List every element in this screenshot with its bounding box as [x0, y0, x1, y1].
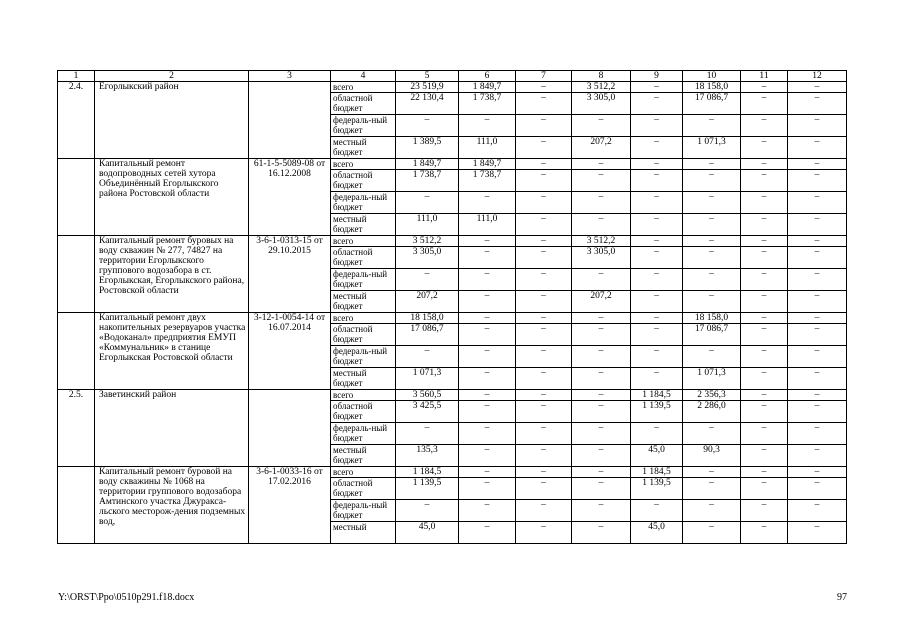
- year-value-cell: –: [572, 368, 631, 390]
- funding-source-cell: федераль-ный бюджет: [331, 269, 396, 291]
- total-value-cell: –: [396, 115, 459, 137]
- year-value-cell: –: [516, 368, 572, 390]
- year-value-cell: –: [631, 247, 683, 269]
- funding-source-cell: областной бюджет: [331, 478, 396, 500]
- year-value-cell: –: [741, 82, 788, 93]
- year-value-cell: –: [788, 500, 847, 522]
- project-name-cell: Капитальный ремонт водопроводных сетей хутора Объединённый Егорлыкского района Ростовской области: [95, 159, 249, 236]
- header-row: [58, 71, 847, 82]
- year-value-cell: –: [788, 401, 847, 423]
- total-value-cell: –: [396, 500, 459, 522]
- project-name-cell: Капитальный ремонт буровой на воду скважины № 1068 на территории группового водозабора Амтинского участка Джураксальского месторож-дения подземных вод,: [95, 467, 249, 544]
- year-value-cell: –: [459, 269, 516, 291]
- year-value-cell: –: [741, 159, 788, 170]
- year-value-cell: –: [741, 247, 788, 269]
- year-value-cell: –: [788, 313, 847, 324]
- year-value-cell: –: [516, 192, 572, 214]
- year-value-cell: 18 158,0: [683, 313, 741, 324]
- year-value-cell: –: [459, 368, 516, 390]
- total-value-cell: 3 425,5: [396, 401, 459, 423]
- funding-source-cell: областной бюджет: [331, 401, 396, 423]
- funding-source-cell: федераль-ный бюджет: [331, 346, 396, 368]
- year-value-cell: 1 738,7: [459, 170, 516, 192]
- year-value-cell: –: [459, 236, 516, 247]
- year-value-cell: –: [459, 346, 516, 368]
- year-value-cell: 3 305,0: [572, 247, 631, 269]
- year-value-cell: –: [741, 170, 788, 192]
- table-row: [58, 236, 847, 247]
- funding-source-cell: всего: [331, 82, 396, 93]
- year-value-cell: –: [516, 467, 572, 478]
- registry-number-cell: 3-6-1-0313-15 от 29.10.2015: [249, 236, 331, 313]
- project-name-cell: Капитальный ремонт двух накопительных резервуаров участка «Водоканал» предприятия ЕМУП «Коммунальник» в станице Егорлыкская Ростовской области: [95, 313, 249, 390]
- year-value-cell: –: [683, 115, 741, 137]
- total-value-cell: 1 738,7: [396, 170, 459, 192]
- year-value-cell: –: [516, 269, 572, 291]
- funding-source-cell: федераль-ный бюджет: [331, 192, 396, 214]
- year-value-cell: –: [459, 247, 516, 269]
- year-value-cell: –: [572, 346, 631, 368]
- table-row: [58, 82, 847, 93]
- funding-source-cell: местный бюджет: [331, 445, 396, 467]
- budget-table: [57, 70, 847, 544]
- year-value-cell: –: [788, 423, 847, 445]
- year-value-cell: –: [516, 478, 572, 500]
- year-value-cell: –: [631, 115, 683, 137]
- section-number-cell: [58, 467, 95, 544]
- year-value-cell: –: [631, 137, 683, 159]
- year-value-cell: –: [741, 478, 788, 500]
- year-value-cell: –: [788, 467, 847, 478]
- year-value-cell: –: [741, 500, 788, 522]
- year-value-cell: –: [741, 93, 788, 115]
- year-value-cell: –: [631, 214, 683, 236]
- year-value-cell: –: [788, 478, 847, 500]
- registry-number-cell: 3-12-1-0054-14 от 16.07.2014: [249, 313, 331, 390]
- year-value-cell: 17 086,7: [683, 93, 741, 115]
- year-value-cell: –: [516, 522, 572, 544]
- header-cell: 1: [58, 71, 95, 82]
- year-value-cell: –: [572, 269, 631, 291]
- total-value-cell: 23 519,9: [396, 82, 459, 93]
- year-value-cell: –: [741, 269, 788, 291]
- year-value-cell: –: [741, 236, 788, 247]
- year-value-cell: 1 849,7: [459, 159, 516, 170]
- project-name-cell: Егорлыкский район: [95, 82, 249, 159]
- header-cell: 2: [95, 71, 249, 82]
- funding-source-cell: всего: [331, 159, 396, 170]
- year-value-cell: –: [516, 159, 572, 170]
- year-value-cell: –: [741, 324, 788, 346]
- year-value-cell: 1 139,5: [631, 478, 683, 500]
- year-value-cell: –: [741, 423, 788, 445]
- year-value-cell: –: [572, 159, 631, 170]
- year-value-cell: –: [683, 467, 741, 478]
- section-number-cell: [58, 159, 95, 236]
- year-value-cell: 1 184,5: [631, 467, 683, 478]
- section-number-cell: [58, 236, 95, 313]
- year-value-cell: 1 738,7: [459, 93, 516, 115]
- year-value-cell: 2 356,3: [683, 390, 741, 401]
- year-value-cell: –: [683, 214, 741, 236]
- year-value-cell: –: [572, 423, 631, 445]
- year-value-cell: –: [631, 368, 683, 390]
- funding-source-cell: местный: [331, 522, 396, 544]
- year-value-cell: –: [631, 192, 683, 214]
- year-value-cell: –: [683, 247, 741, 269]
- year-value-cell: –: [459, 467, 516, 478]
- year-value-cell: –: [683, 346, 741, 368]
- year-value-cell: –: [741, 390, 788, 401]
- year-value-cell: –: [572, 390, 631, 401]
- year-value-cell: –: [516, 324, 572, 346]
- year-value-cell: –: [788, 137, 847, 159]
- year-value-cell: –: [516, 423, 572, 445]
- year-value-cell: 111,0: [459, 137, 516, 159]
- year-value-cell: –: [788, 247, 847, 269]
- table-row: [58, 467, 847, 478]
- year-value-cell: –: [572, 522, 631, 544]
- year-value-cell: –: [788, 291, 847, 313]
- year-value-cell: –: [788, 390, 847, 401]
- funding-source-cell: местный бюджет: [331, 214, 396, 236]
- year-value-cell: –: [459, 192, 516, 214]
- year-value-cell: –: [631, 159, 683, 170]
- year-value-cell: –: [631, 346, 683, 368]
- year-value-cell: –: [459, 115, 516, 137]
- funding-source-cell: областной бюджет: [331, 324, 396, 346]
- total-value-cell: 111,0: [396, 214, 459, 236]
- year-value-cell: –: [631, 500, 683, 522]
- year-value-cell: 1 139,5: [631, 401, 683, 423]
- year-value-cell: –: [683, 291, 741, 313]
- year-value-cell: –: [741, 137, 788, 159]
- year-value-cell: –: [459, 390, 516, 401]
- year-value-cell: –: [516, 500, 572, 522]
- year-value-cell: –: [683, 500, 741, 522]
- year-value-cell: –: [631, 170, 683, 192]
- funding-source-cell: местный бюджет: [331, 368, 396, 390]
- year-value-cell: –: [516, 445, 572, 467]
- total-value-cell: 135,3: [396, 445, 459, 467]
- year-value-cell: –: [572, 214, 631, 236]
- registry-number-cell: [249, 390, 331, 467]
- funding-source-cell: федераль-ный бюджет: [331, 115, 396, 137]
- year-value-cell: –: [631, 82, 683, 93]
- table-row: [58, 313, 847, 324]
- year-value-cell: –: [459, 445, 516, 467]
- year-value-cell: –: [683, 269, 741, 291]
- section-number-cell: [58, 313, 95, 390]
- header-cell: 8: [572, 71, 631, 82]
- registry-number-cell: [249, 82, 331, 159]
- year-value-cell: –: [683, 192, 741, 214]
- header-cell: 4: [331, 71, 396, 82]
- total-value-cell: 3 560,5: [396, 390, 459, 401]
- project-name-cell: Заветинский район: [95, 390, 249, 467]
- total-value-cell: –: [396, 269, 459, 291]
- year-value-cell: –: [572, 478, 631, 500]
- total-value-cell: 1 071,3: [396, 368, 459, 390]
- year-value-cell: –: [459, 478, 516, 500]
- total-value-cell: 1 184,5: [396, 467, 459, 478]
- year-value-cell: –: [741, 192, 788, 214]
- year-value-cell: –: [788, 82, 847, 93]
- table-row: [58, 390, 847, 401]
- total-value-cell: 1 139,5: [396, 478, 459, 500]
- year-value-cell: –: [741, 401, 788, 423]
- year-value-cell: –: [741, 115, 788, 137]
- total-value-cell: 1 849,7: [396, 159, 459, 170]
- year-value-cell: –: [683, 478, 741, 500]
- year-value-cell: –: [572, 467, 631, 478]
- page-number: 97: [837, 592, 847, 603]
- total-value-cell: 3 512,2: [396, 236, 459, 247]
- year-value-cell: 18 158,0: [683, 82, 741, 93]
- project-name-cell: Капитальный ремонт буровых на воду скважин № 277, 74827 на территории Егорлыкского группового водозабора в ст. Егорлыкская, Егорлыкского района, Ростовской области: [95, 236, 249, 313]
- funding-source-cell: местный бюджет: [331, 291, 396, 313]
- year-value-cell: –: [459, 500, 516, 522]
- year-value-cell: –: [516, 93, 572, 115]
- year-value-cell: –: [631, 269, 683, 291]
- funding-source-cell: областной бюджет: [331, 93, 396, 115]
- funding-source-cell: всего: [331, 236, 396, 247]
- year-value-cell: 1 071,3: [683, 368, 741, 390]
- year-value-cell: –: [788, 269, 847, 291]
- year-value-cell: –: [572, 313, 631, 324]
- year-value-cell: 1 071,3: [683, 137, 741, 159]
- year-value-cell: –: [572, 445, 631, 467]
- year-value-cell: –: [683, 170, 741, 192]
- total-value-cell: 3 305,0: [396, 247, 459, 269]
- year-value-cell: –: [459, 522, 516, 544]
- year-value-cell: 90,3: [683, 445, 741, 467]
- year-value-cell: 1 184,5: [631, 390, 683, 401]
- year-value-cell: –: [631, 93, 683, 115]
- year-value-cell: –: [516, 137, 572, 159]
- year-value-cell: –: [741, 368, 788, 390]
- year-value-cell: 3 512,2: [572, 82, 631, 93]
- header-cell: 9: [631, 71, 683, 82]
- year-value-cell: 45,0: [631, 445, 683, 467]
- total-value-cell: 22 130,4: [396, 93, 459, 115]
- year-value-cell: –: [631, 423, 683, 445]
- year-value-cell: –: [572, 192, 631, 214]
- year-value-cell: –: [683, 423, 741, 445]
- header-cell: 11: [741, 71, 788, 82]
- header-cell: 3: [249, 71, 331, 82]
- header-cell: 12: [788, 71, 847, 82]
- year-value-cell: –: [459, 313, 516, 324]
- year-value-cell: 3 305,0: [572, 93, 631, 115]
- year-value-cell: –: [788, 346, 847, 368]
- year-value-cell: –: [516, 115, 572, 137]
- year-value-cell: –: [459, 291, 516, 313]
- year-value-cell: 1 849,7: [459, 82, 516, 93]
- funding-source-cell: всего: [331, 313, 396, 324]
- total-value-cell: –: [396, 192, 459, 214]
- year-value-cell: –: [572, 115, 631, 137]
- funding-source-cell: областной бюджет: [331, 247, 396, 269]
- funding-source-cell: всего: [331, 390, 396, 401]
- total-value-cell: 17 086,7: [396, 324, 459, 346]
- year-value-cell: –: [459, 423, 516, 445]
- year-value-cell: –: [459, 401, 516, 423]
- header-cell: 7: [516, 71, 572, 82]
- year-value-cell: –: [516, 82, 572, 93]
- year-value-cell: –: [516, 313, 572, 324]
- year-value-cell: –: [516, 247, 572, 269]
- year-value-cell: –: [741, 346, 788, 368]
- year-value-cell: –: [683, 522, 741, 544]
- total-value-cell: –: [396, 346, 459, 368]
- year-value-cell: 3 512,2: [572, 236, 631, 247]
- year-value-cell: 207,2: [572, 137, 631, 159]
- year-value-cell: –: [788, 324, 847, 346]
- header-cell: 5: [396, 71, 459, 82]
- registry-number-cell: 61-1-5-5089-08 от 16.12.2008: [249, 159, 331, 236]
- funding-source-cell: местный бюджет: [331, 137, 396, 159]
- year-value-cell: –: [788, 192, 847, 214]
- year-value-cell: 2 286,0: [683, 401, 741, 423]
- year-value-cell: –: [572, 500, 631, 522]
- year-value-cell: –: [631, 313, 683, 324]
- total-value-cell: 207,2: [396, 291, 459, 313]
- year-value-cell: –: [459, 324, 516, 346]
- funding-source-cell: федераль-ный бюджет: [331, 423, 396, 445]
- total-value-cell: 18 158,0: [396, 313, 459, 324]
- year-value-cell: –: [631, 324, 683, 346]
- year-value-cell: 17 086,7: [683, 324, 741, 346]
- year-value-cell: –: [516, 170, 572, 192]
- year-value-cell: 45,0: [631, 522, 683, 544]
- total-value-cell: –: [396, 423, 459, 445]
- year-value-cell: –: [741, 522, 788, 544]
- total-value-cell: 1 389,5: [396, 137, 459, 159]
- year-value-cell: –: [683, 159, 741, 170]
- funding-source-cell: областной бюджет: [331, 170, 396, 192]
- year-value-cell: –: [631, 291, 683, 313]
- year-value-cell: –: [741, 214, 788, 236]
- year-value-cell: –: [516, 236, 572, 247]
- year-value-cell: –: [788, 115, 847, 137]
- year-value-cell: –: [741, 467, 788, 478]
- year-value-cell: –: [788, 522, 847, 544]
- total-value-cell: 45,0: [396, 522, 459, 544]
- header-cell: 6: [459, 71, 516, 82]
- section-number-cell: 2.4.: [58, 82, 95, 159]
- year-value-cell: –: [741, 313, 788, 324]
- year-value-cell: –: [516, 401, 572, 423]
- year-value-cell: –: [683, 236, 741, 247]
- year-value-cell: 111,0: [459, 214, 516, 236]
- year-value-cell: –: [788, 214, 847, 236]
- year-value-cell: –: [788, 445, 847, 467]
- funding-source-cell: всего: [331, 467, 396, 478]
- year-value-cell: –: [788, 159, 847, 170]
- year-value-cell: –: [788, 236, 847, 247]
- funding-source-cell: федераль-ный бюджет: [331, 500, 396, 522]
- year-value-cell: –: [631, 236, 683, 247]
- registry-number-cell: 3-6-1-0033-16 от 17.02.2016: [249, 467, 331, 544]
- year-value-cell: –: [516, 346, 572, 368]
- year-value-cell: –: [788, 93, 847, 115]
- year-value-cell: –: [572, 401, 631, 423]
- section-number-cell: 2.5.: [58, 390, 95, 467]
- year-value-cell: –: [788, 170, 847, 192]
- year-value-cell: –: [516, 214, 572, 236]
- year-value-cell: –: [741, 291, 788, 313]
- header-cell: 10: [683, 71, 741, 82]
- year-value-cell: 207,2: [572, 291, 631, 313]
- table-row: [58, 159, 847, 170]
- year-value-cell: –: [788, 368, 847, 390]
- year-value-cell: –: [741, 445, 788, 467]
- year-value-cell: –: [572, 324, 631, 346]
- year-value-cell: –: [516, 390, 572, 401]
- year-value-cell: –: [572, 170, 631, 192]
- footer-file-path: Y:\ORST\Ppo\0510p291.f18.docx: [58, 592, 195, 603]
- year-value-cell: –: [516, 291, 572, 313]
